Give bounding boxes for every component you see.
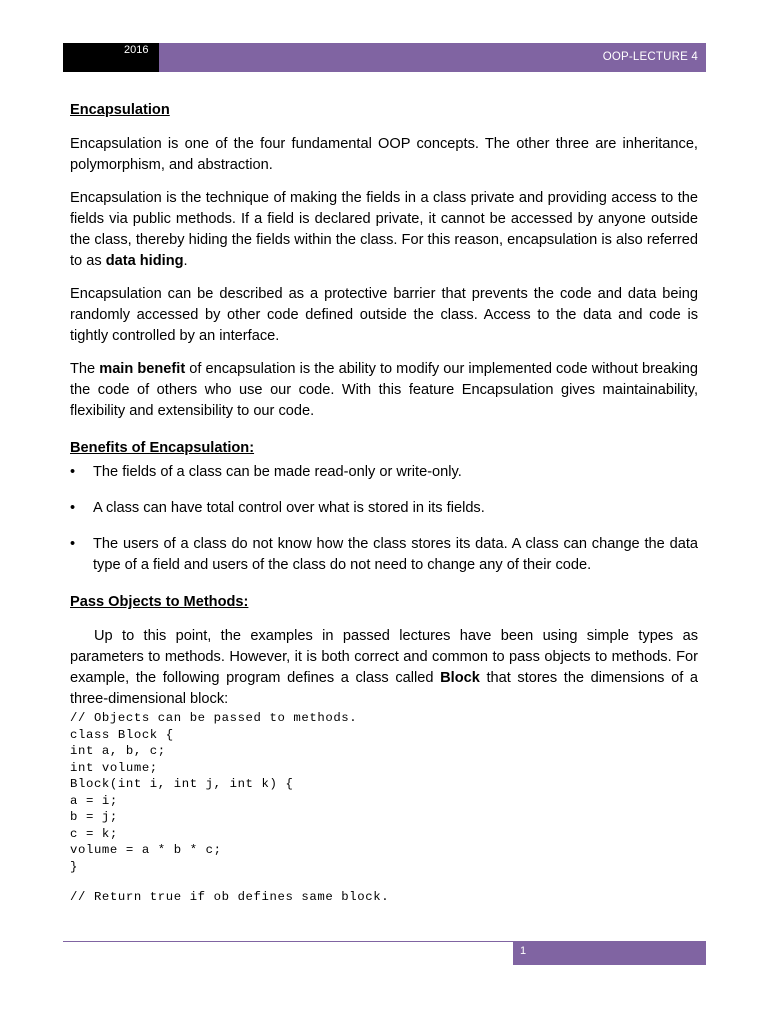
footer-page-box: [513, 941, 706, 965]
term-main-benefit: main benefit: [99, 361, 186, 377]
term-data-hiding: data hiding: [105, 253, 184, 269]
paragraph-technique-text: Encapsulation is the technique of making the fields in a class private and providing access to the fields via public methods. If a field is declared private, it cannot be accessed by anyone outside the class, thereby hiding the fields within the class. For this reason, encapsulation is also referred to as: [70, 190, 698, 269]
paragraph-benefit-text: of encapsulation is the ability to modify our implemented code without breaking the code of others who use our code. With this feature Encapsulation gives maintainability, flexibility and extensibility to our code.: [70, 361, 698, 419]
list-item-text: The users of a class do not know how the class stores its data. A class can change the data type of a field and users of the class do not need to change any of their code.: [93, 536, 698, 573]
term-block: Block: [440, 670, 480, 686]
list-item-text: The fields of a class can be made read-only or write-only.: [93, 464, 462, 480]
header-year: 2016: [124, 44, 149, 56]
paragraph-benefit-start: The: [70, 361, 100, 377]
code-comment: // Return true if ob defines same block.: [70, 890, 390, 904]
header-bar: [159, 43, 706, 72]
list-item: [70, 498, 698, 519]
paragraph-technique: [70, 188, 698, 272]
heading-benefits: Benefits of Encapsulation:: [70, 440, 255, 456]
heading-pass-objects: Pass Objects to Methods:: [70, 594, 249, 610]
header-title: OOP-LECTURE 4: [602, 51, 698, 63]
document-body: [70, 100, 698, 906]
paragraph-technique-end: .: [183, 253, 188, 269]
bullet-icon: •: [70, 536, 76, 552]
paragraph-pass-objects-text: Up to this point, the examples in passed lectures have been using simple types as parameters to methods. However, it is both correct and common to pass objects to methods. For example, the following program defines a class called: [70, 628, 698, 686]
paragraph-barrier: Encapsulation can be described as a protective barrier that prevents the code and data being randomly accessed by other code defined outside the class. Access to the data and code is tightly controlled by an interface.: [70, 286, 698, 344]
footer-divider: [63, 941, 513, 942]
paragraph-intro: Encapsulation is one of the four fundamental OOP concepts. The other three are inheritance, polymorphism, and abstraction.: [70, 136, 698, 173]
list-item: [70, 462, 698, 483]
code-block: // Objects can be passed to methods. class Block { int a, b, c; int volume; Block(int i, int j, int k) { a = i; b = j; c = k; volume = a * b * c; }: [70, 711, 358, 874]
bullet-icon: •: [70, 464, 76, 480]
paragraph-pass-objects: [70, 626, 698, 710]
list-item-text: A class can have total control over what is stored in its fields.: [93, 500, 485, 516]
list-item: [70, 534, 698, 576]
paragraph-pass-objects-end: that stores the dimensions of a three-dimensional block:: [70, 670, 698, 707]
page-number: 1: [520, 945, 527, 957]
paragraph-benefit: [70, 359, 698, 422]
heading-encapsulation: Encapsulation: [70, 102, 170, 118]
bullet-icon: •: [70, 500, 76, 516]
benefits-list: [70, 462, 698, 576]
